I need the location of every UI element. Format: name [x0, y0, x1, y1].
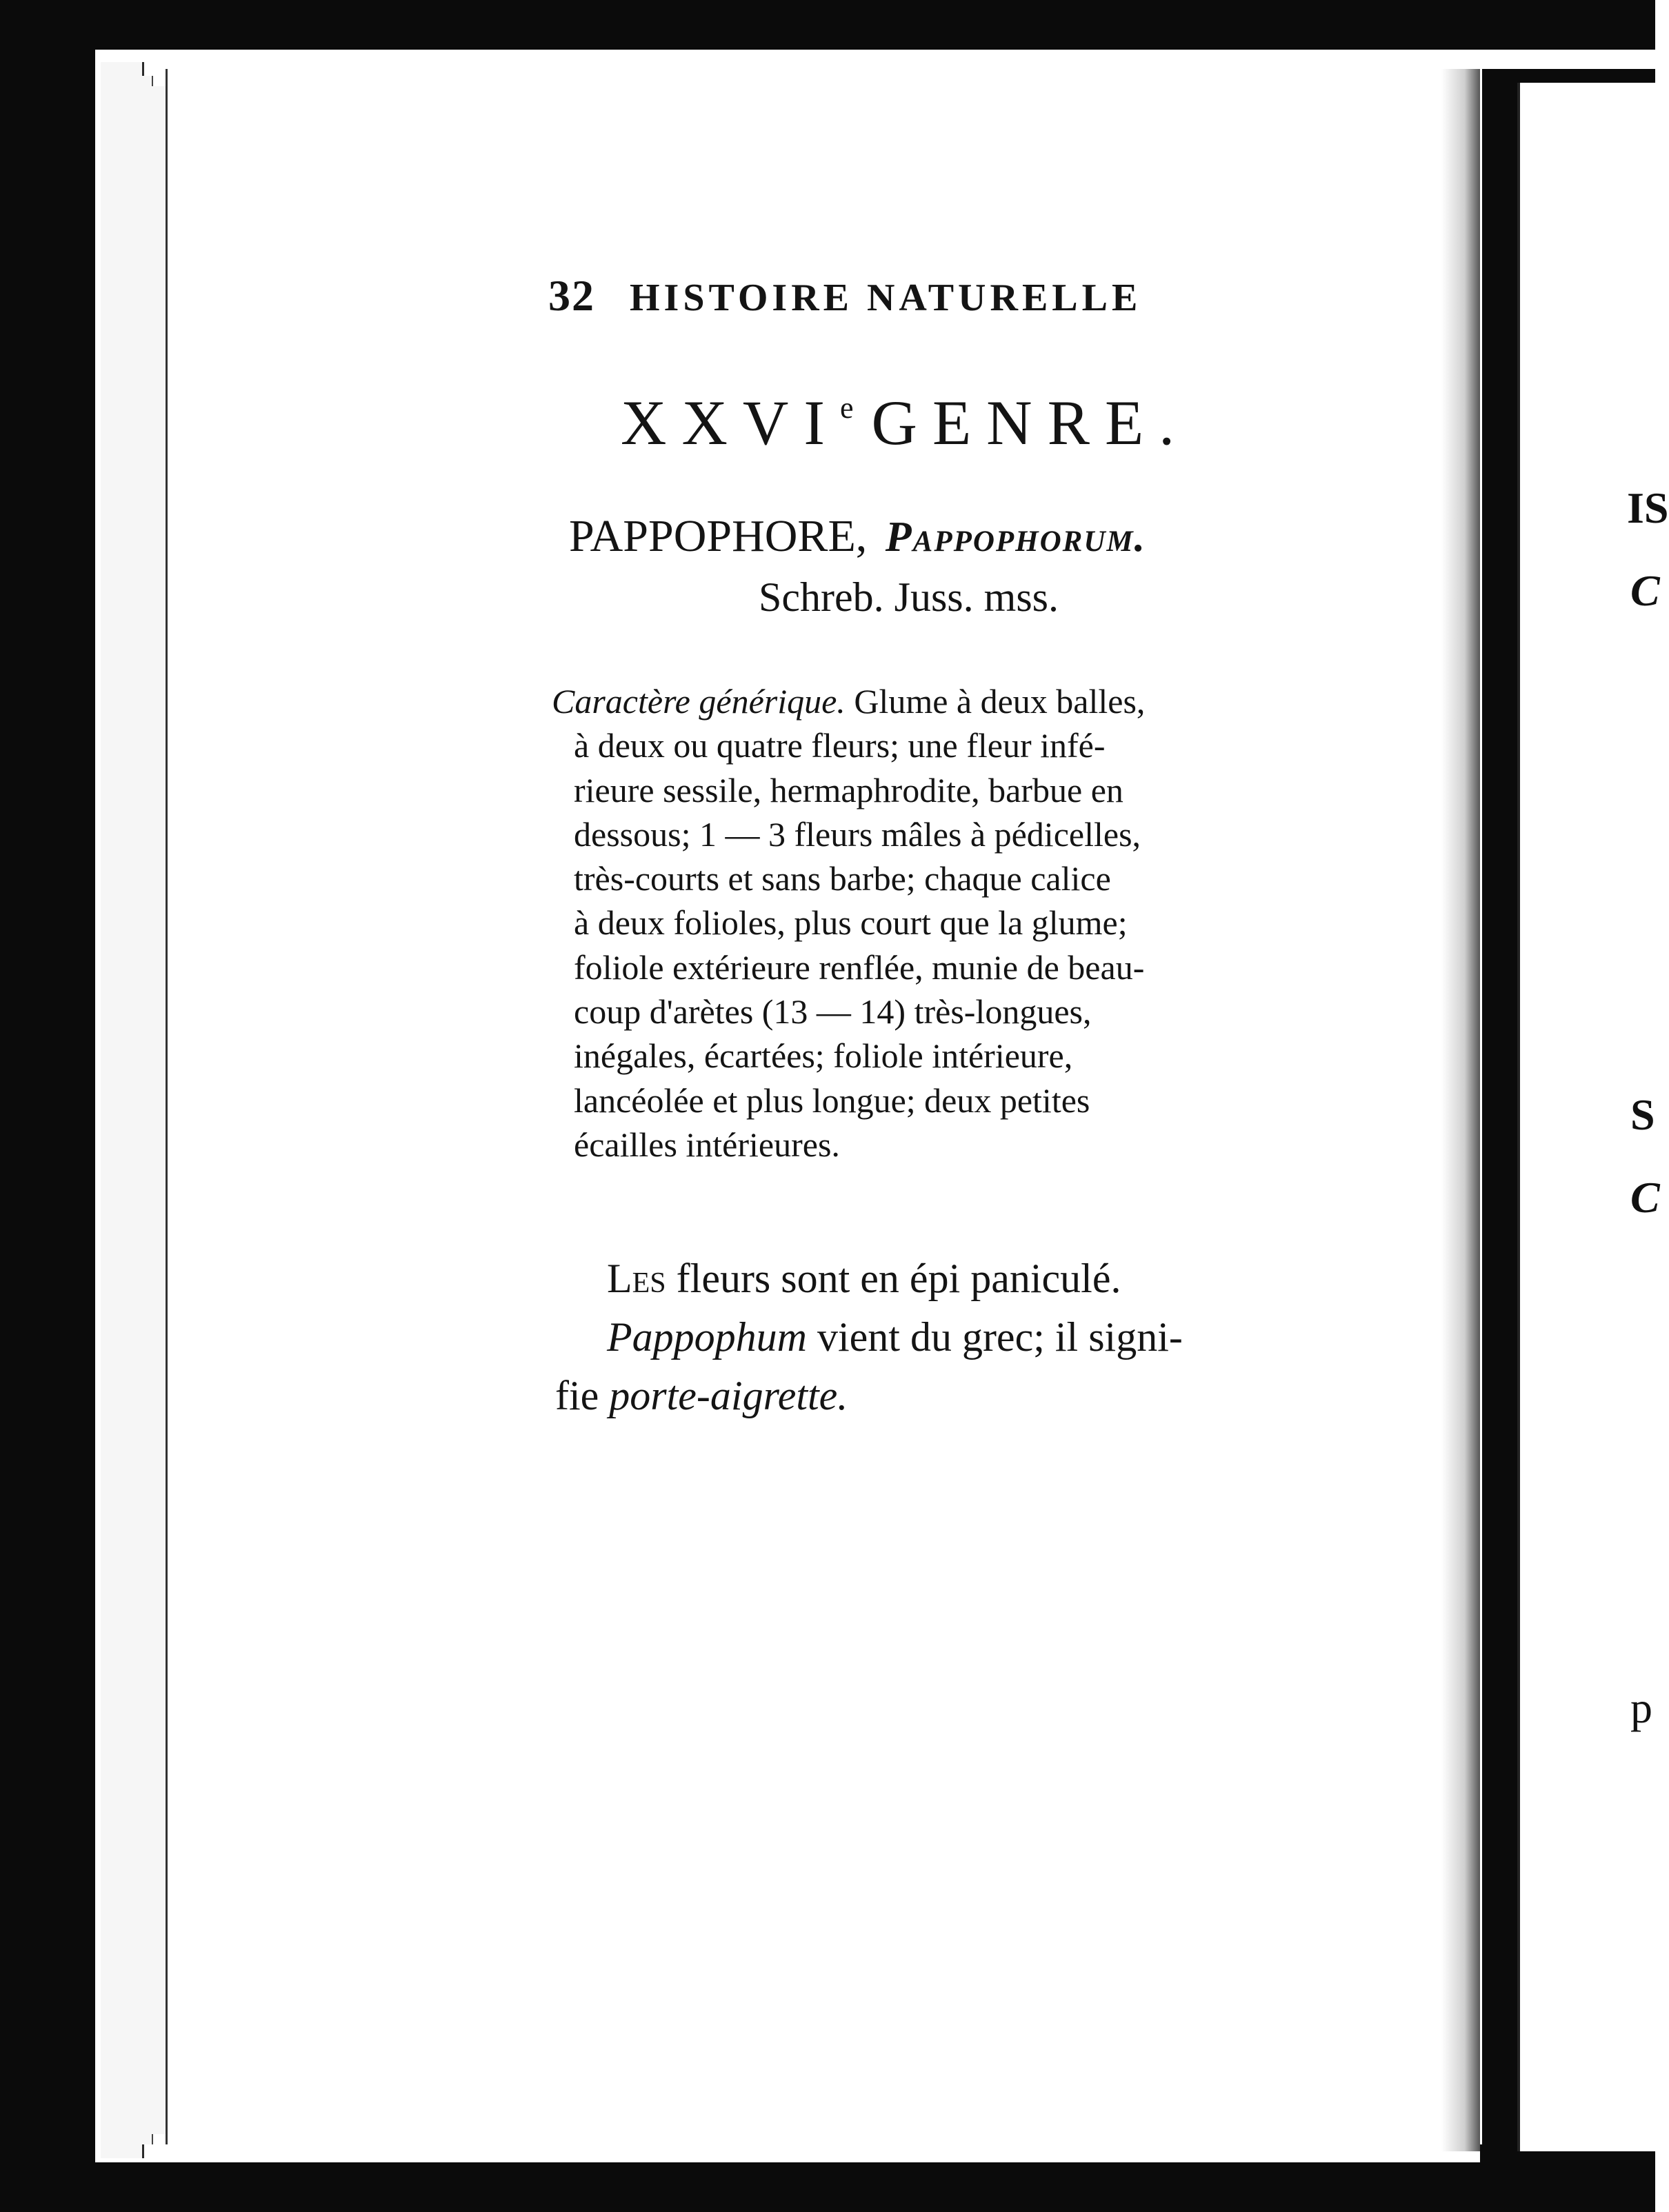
- scan-border-top: [0, 0, 1655, 50]
- facing-page: [1517, 83, 1669, 2151]
- drop-small-caps: Les: [607, 1256, 666, 1301]
- genus-authors: Schreb. Juss. mss.: [759, 574, 1059, 620]
- text-line: Caractère générique. Glume à deux balles,: [552, 682, 1146, 721]
- text-line: foliole extérieure renflée, munie de beau-: [574, 947, 1145, 987]
- genre-superscript: e: [839, 391, 854, 425]
- page-edge: [138, 86, 168, 2134]
- running-header: [548, 270, 1141, 321]
- scan-border-bottom: [0, 2162, 1655, 2212]
- facing-fragment: C: [1630, 566, 1660, 615]
- etymology-meaning: porte-aigrette.: [609, 1373, 848, 1418]
- text-line: inégales, écartées; foliole intérieure,: [574, 1036, 1073, 1076]
- genus-latin: Pappophorum.: [885, 514, 1147, 561]
- facing-fragment: S: [1630, 1090, 1655, 1139]
- facing-fragment: IS: [1627, 483, 1669, 532]
- genre-heading: [621, 386, 1190, 459]
- paragraph-etymology: Pappophum vient du grec; il signi-: [607, 1314, 1183, 1360]
- facing-fragment: p: [1630, 1683, 1652, 1732]
- text-line: très-courts et sans barbe; chaque calice: [574, 859, 1111, 898]
- page-number: 32: [548, 271, 595, 320]
- genre-word: GENRE.: [871, 388, 1190, 458]
- genre-numeral: XXVI: [621, 388, 840, 458]
- scan-border-left: [0, 0, 95, 2212]
- text-line: lancéolée et plus longue; deux petites: [574, 1080, 1090, 1120]
- paragraph-etymology-cont: fie porte-aigrette.: [555, 1373, 848, 1418]
- text-line: dessous; 1 — 3 fleurs mâles à pédicelles,: [574, 814, 1141, 854]
- text-line: rieure sessile, hermaphrodite, barbue en: [574, 770, 1123, 810]
- text-line: à deux folioles, plus court que la glume;: [574, 903, 1128, 943]
- generic-character: [552, 679, 1331, 1167]
- text-line: écailles intérieures.: [574, 1125, 840, 1164]
- paragraph-flowers: Les fleurs sont en épi paniculé.: [607, 1256, 1121, 1301]
- genus-title: [569, 510, 1146, 563]
- gutter-shadow: [1441, 69, 1480, 2151]
- character-lead: Caractère générique.: [552, 682, 846, 721]
- facing-fragment: C: [1630, 1173, 1660, 1222]
- running-title: HISTOIRE NATURELLE: [630, 276, 1142, 319]
- etymology-term: Pappophum: [607, 1314, 807, 1360]
- text-line: coup d'arètes (13 — 14) très-longues,: [574, 992, 1092, 1032]
- genus-french: PAPPOPHORE,: [569, 511, 868, 561]
- text-line: à deux ou quatre fleurs; une fleur infé-: [574, 726, 1106, 765]
